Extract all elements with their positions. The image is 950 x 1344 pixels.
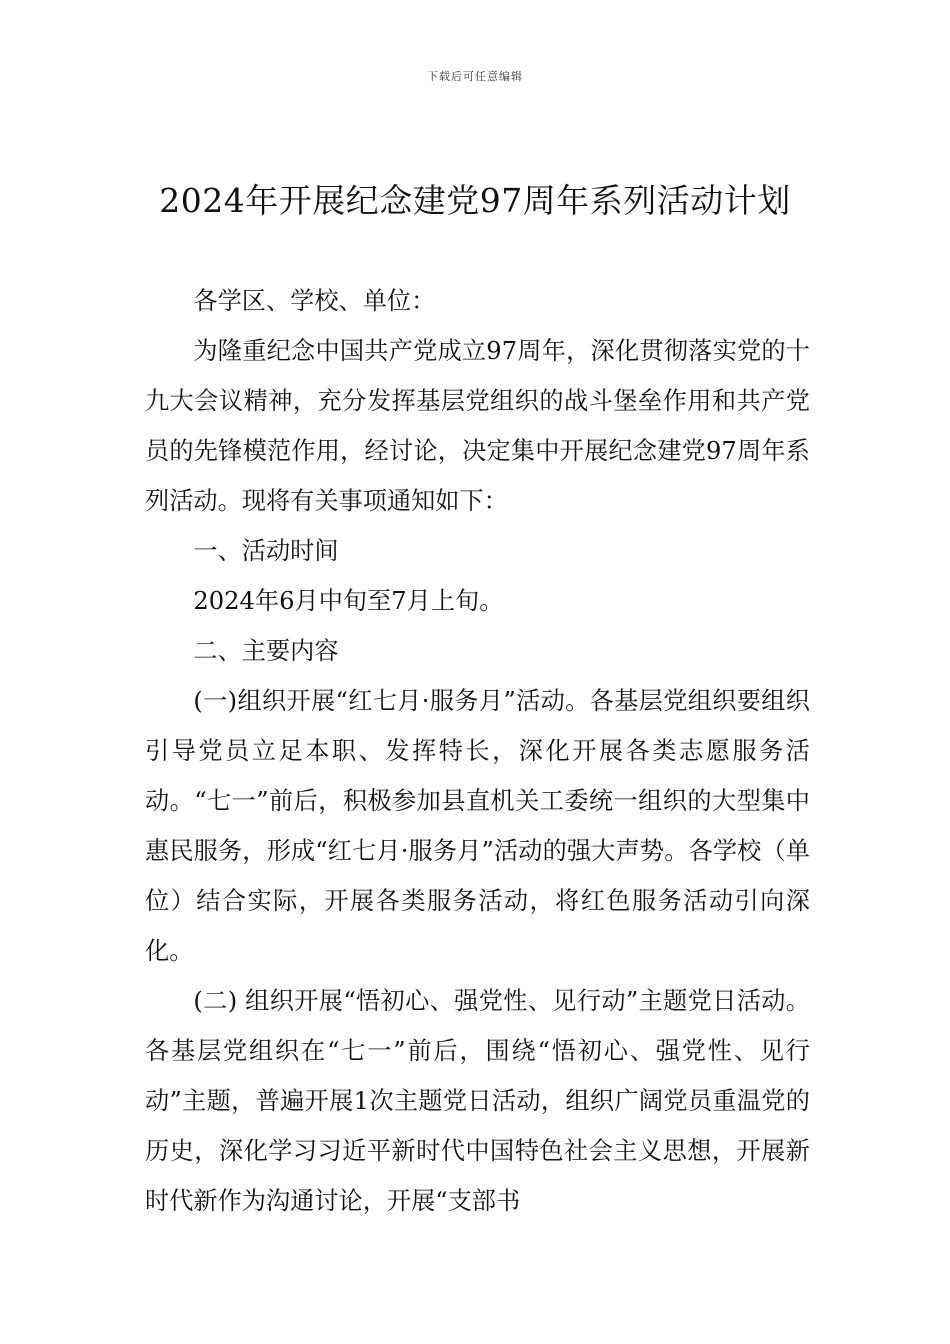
activity-time: 2024年6月中旬至7月上旬。 [193, 587, 504, 615]
header-note: 下载后可任意编辑 [427, 70, 523, 83]
content-item-2: (二) 组织开展“悟初心、强党性、见行动”主题党日活动。各基层党组织在“七一”前后，围绕“悟初心、强党性、见行动”主题，普遍开展1次主题党日活动，组织广阔党员重温党的历史，深化学习习近平新时代中国特色社会主义思想，开展新时代新作为沟通讨论，开展“支部书 [145, 987, 810, 1215]
section-heading-content: 二、主要内容 [193, 637, 339, 665]
intro-paragraph: 为隆重纪念中国共产党成立97周年，深化贯彻落实党的十九大会议精神，充分发挥基层党组织的战斗堡垒作用和共产党员的先锋模范作用，经讨论，决定集中开展纪念建党97周年系列活动。现将有关事项通知如下： [145, 337, 810, 515]
salutation: 各学区、学校、单位： [193, 287, 436, 315]
content-item-1: (一)组织开展“红七月·服务月”活动。各基层党组织要组织引导党员立足本职、发挥特长，深化开展各类志愿服务活动。“七一”前后，积极参加县直机关工委统一组织的大型集中惠民服务，形成“红七月·服务月”活动的强大声势。各学校（单位）结合实际，开展各类服务活动，将红色服务活动引向深化。 [145, 687, 810, 965]
section-heading-time: 一、活动时间 [193, 537, 339, 565]
document-title: 2024年开展纪念建党97周年系列活动计划 [159, 181, 791, 220]
document-body [145, 276, 810, 1226]
